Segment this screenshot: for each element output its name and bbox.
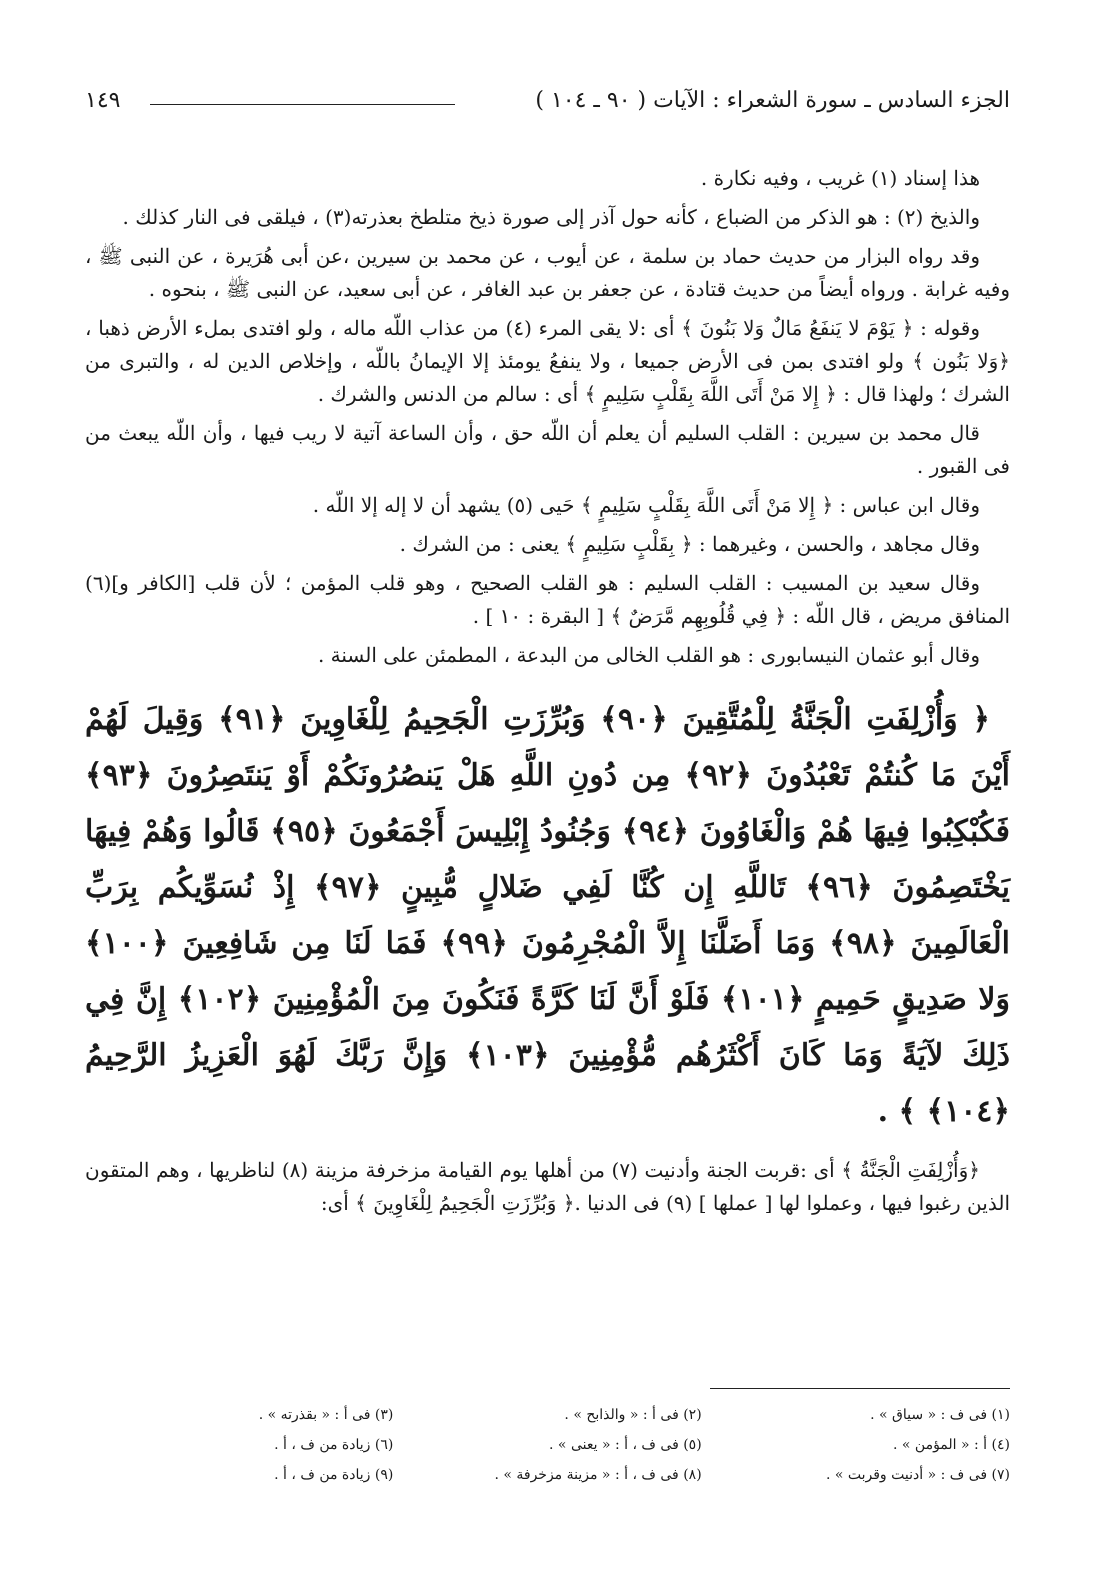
- footnote: (٣) فى أ : « بقذرته » .: [258, 1407, 394, 1423]
- page: [85, 70, 1010, 1530]
- footnote: (٨) فى ف ، أ : « مزينة مزخرفة » .: [494, 1467, 702, 1483]
- footnote-row: [85, 1400, 1010, 1430]
- quran-verses: ﴿ وَأُزْلِفَتِ الْجَنَّةُ لِلْمُتَّقِينَ ﴿٩٠﴾ وَبُرِّزَتِ الْجَحِيمُ لِلْغَاوِينَ ﴿٩١﴾ وَقِيلَ لَهُمْ أَيْنَ مَا كُنتُمْ تَعْبُدُونَ ﴿٩٢﴾ مِن دُونِ اللَّهِ هَلْ يَنصُرُونَكُمْ أَوْ يَنتَصِرُونَ ﴿٩٣﴾ فَكُبْكِبُوا فِيهَا هُمْ وَالْغَاوُونَ ﴿٩٤﴾ وَجُنُودُ إِبْلِيسَ أَجْمَعُونَ ﴿٩٥﴾ قَالُوا وَهُمْ فِيهَا يَخْتَصِمُونَ ﴿٩٦﴾ تَاللَّهِ إِن كُنَّا لَفِي ضَلالٍ مُّبِينٍ ﴿٩٧﴾ إِذْ نُسَوِّيكُم بِرَبِّ الْعَالَمِينَ ﴿٩٨﴾ وَمَا أَضَلَّنَا إِلاَّ الْمُجْرِمُونَ ﴿٩٩﴾ فَمَا لَنَا مِن شَافِعِينَ ﴿١٠٠﴾ وَلا صَدِيقٍ حَمِيمٍ ﴿١٠١﴾ فَلَوْ أَنَّ لَنَا كَرَّةً فَنَكُونَ مِنَ الْمُؤْمِنِينَ ﴿١٠٢﴾ إِنَّ فِي ذَلِكَ لآيَةً وَمَا كَانَ أَكْثَرُهُم مُّؤْمِنِينَ ﴿١٠٣﴾ وَإِنَّ رَبَّكَ لَهُوَ الْعَزِيزُ الرَّحِيمُ ﴿١٠٤﴾ ﴾ .: [85, 702, 1010, 1129]
- paragraph: وقد رواه البزار من حديث حماد بن سلمة ، عن أيوب ، عن محمد بن سيرين ،عن أبى هُرَيرة ، عن النبى ﷺ ، وفيه غرابة . ورواه أيضاً من حديث قتادة ، عن جعفر بن عبد الغافر ، عن أبى سعيد، عن النبى ﷺ ، بنحوه .: [85, 244, 1010, 301]
- header-rule: [150, 104, 455, 105]
- paragraph: هذا إسناد (١) غريب ، وفيه نكارة .: [700, 166, 980, 190]
- footnote: (٤) أ : « المؤمن » .: [893, 1437, 1010, 1453]
- footnote-rule: [710, 1388, 1010, 1389]
- footnote: (٧) فى ف : « أدنيت وقربت » .: [825, 1467, 1010, 1483]
- footnote: (٥) فى ف ، أ : « يعنى » .: [549, 1437, 702, 1453]
- paragraph: وقوله : ﴿ يَوْمَ لا يَنفَعُ مَالٌ وَلا بَنُونَ ﴾ أى :لا يقى المرء (٤) من عذاب اللّه ماله ، ولو افتدى بملء الأرض ذهبا ،﴿وَلا بَنُون ﴾ ولو افتدى بمن فى الأرض جميعا ، ولا ينفعُ يومئذ إلا الإيمانُ باللّه ، وإخلاص الدين له ، والتبرى من الشرك ؛ ولهذا قال : ﴿ إِلا مَنْ أَتَى اللَّهَ بِقَلْبٍ سَلِيمٍ ﴾ أى : سالم من الدنس والشرك .: [85, 316, 1010, 406]
- body-text: [85, 162, 1010, 1226]
- footnote: (٩) زيادة من ف ، أ .: [274, 1467, 394, 1483]
- footnote: (١) فى ف : « سياق » .: [870, 1407, 1010, 1423]
- paragraph: وقال مجاهد ، والحسن ، وغيرهما : ﴿ بِقَلْبٍ سَلِيمٍ ﴾ يعنى : من الشرك .: [399, 532, 980, 556]
- paragraph: وقال أبو عثمان النيسابورى : هو القلب الخالى من البدعة ، المطمئن على السنة .: [317, 643, 980, 667]
- header-title: الجزء السادس ـ سورة الشعراء : الآيات ( ٩٠ ـ ١٠٤ ): [535, 88, 1010, 113]
- footnote: (٦) زيادة من ف ، أ .: [274, 1437, 394, 1453]
- paragraph: وقال سعيد بن المسيب : القلب السليم : هو القلب الصحيح ، وهو قلب المؤمن ؛ لأن قلب [الكافر و](٦) المنافق مريض ، قال اللّه : ﴿ فِي قُلُوبِهِم مَّرَضٌ ﴾ [ البقرة : ١٠ ] .: [85, 571, 1010, 628]
- paragraph: وقال ابن عباس : ﴿ إِلا مَنْ أَتَى اللَّهَ بِقَلْبٍ سَلِيمٍ ﴾ حَيى (٥) يشهد أن لا إله إلا اللّه .: [312, 493, 980, 517]
- paragraph: والذيخ (٢) : هو الذكر من الضباع ، كأنه حول آذر إلى صورة ذيخ متلطخ بعذرته(٣) ، فيلقى فى النار كذلك .: [122, 205, 980, 229]
- closing-paragraph: ﴿وَأُزْلِفَتِ الْجَنَّةُ ﴾ أى :قربت الجنة وأدنيت (٧) من أهلها يوم القيامة مزخرفة مزينة (٨) لناظريها ، وهم المتقون الذين رغبوا فيها ، وعملوا لها [ عملها ] (٩) فى الدنيا .﴿ وَبُرِّزَتِ الْجَحِيمُ لِلْغَاوِينَ ﴾ أى:: [85, 1158, 1010, 1215]
- paragraph: قال محمد بن سيرين : القلب السليم أن يعلم أن اللّه حق ، وأن الساعة آتية لا ريب فيها ، وأن اللّه يبعث من فى القبور .: [85, 421, 1010, 478]
- footnotes: [85, 1400, 1010, 1490]
- footnote: (٢) فى أ : « والذابح » .: [564, 1407, 702, 1423]
- running-header: [85, 88, 1010, 124]
- footnote-row: [85, 1430, 1010, 1460]
- page-number: ١٤٩: [85, 88, 121, 113]
- footnote-row: [85, 1460, 1010, 1490]
